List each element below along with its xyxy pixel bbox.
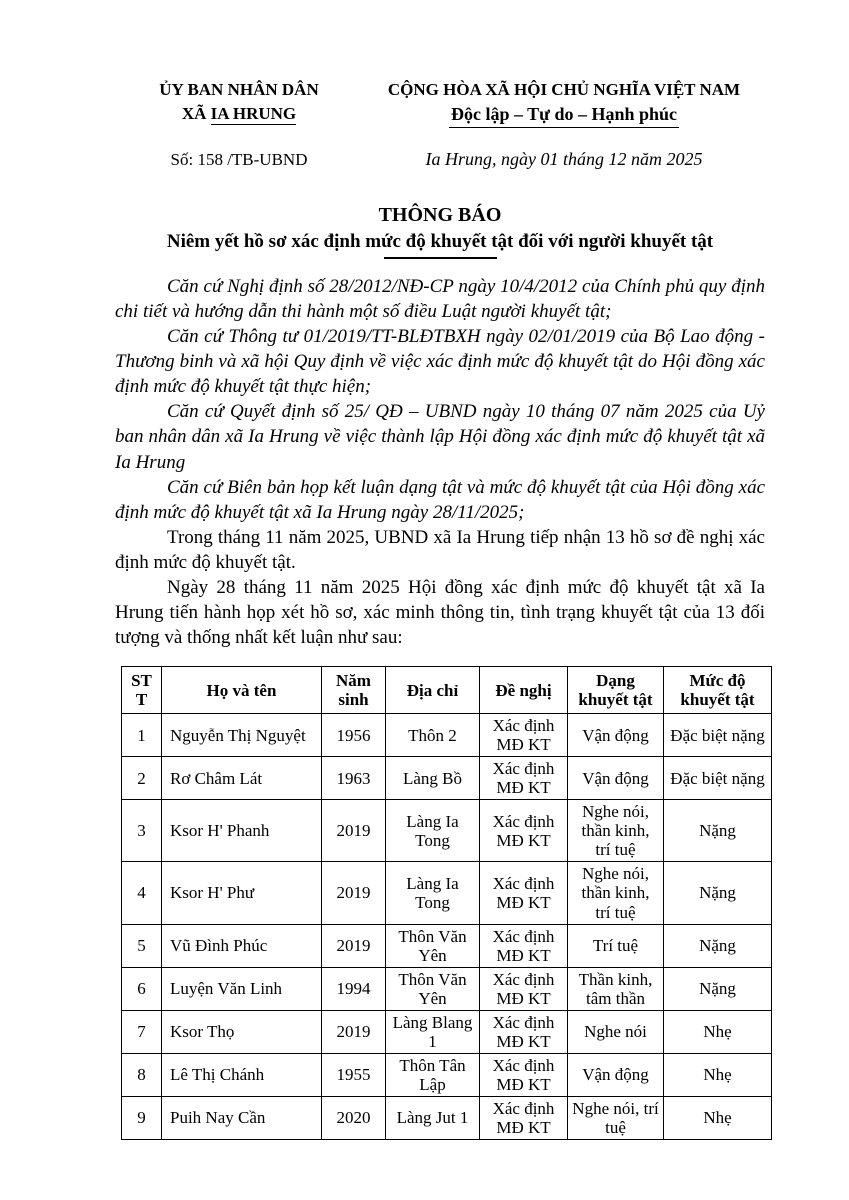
table-cell: 8 xyxy=(122,1053,162,1096)
national-motto: Độc lập – Tự do – Hạnh phúc xyxy=(449,104,679,128)
table-cell: 2019 xyxy=(322,862,386,924)
table-cell: Xác định MĐ KT xyxy=(480,757,568,800)
table-cell: 2019 xyxy=(322,1010,386,1053)
table-cell: Thôn 2 xyxy=(386,714,480,757)
table-cell: Xác định MĐ KT xyxy=(480,924,568,967)
national-motto-block xyxy=(363,80,765,170)
table-cell: Thôn Tân Lập xyxy=(386,1053,480,1096)
column-header-stt xyxy=(122,667,162,714)
table-cell: Làng Ia Tong xyxy=(386,862,480,924)
place-date-line: Ia Hrung, ngày 01 tháng 12 năm 2025 xyxy=(425,149,703,169)
column-header-stt-label: STT xyxy=(131,671,152,710)
table-cell: 1 xyxy=(122,714,162,757)
table-cell: Xác định MĐ KT xyxy=(480,714,568,757)
table-cell: 1955 xyxy=(322,1053,386,1096)
table-cell: 9 xyxy=(122,1096,162,1139)
disability-assessment-table xyxy=(121,666,772,1140)
column-header-name: Họ và tên xyxy=(162,667,322,714)
table-cell: Ksor H' Phanh xyxy=(162,800,322,862)
issuer-prefix: XÃ xyxy=(181,104,207,123)
issuer-name-line2 xyxy=(115,104,363,124)
table-cell: Nhẹ xyxy=(664,1096,772,1139)
table-cell: Nặng xyxy=(664,862,772,924)
document-header xyxy=(115,80,765,170)
table-body xyxy=(122,714,772,1140)
table-cell: Xác định MĐ KT xyxy=(480,1010,568,1053)
table-cell: Xác định MĐ KT xyxy=(480,1053,568,1096)
table-cell: 4 xyxy=(122,862,162,924)
table-row xyxy=(122,714,772,757)
column-header-disability-type: Dạng khuyết tật xyxy=(568,667,664,714)
table-cell: 2020 xyxy=(322,1096,386,1139)
table-cell: Thôn Văn Yên xyxy=(386,924,480,967)
table-cell: Nhẹ xyxy=(664,1010,772,1053)
table-cell: Ksor Thọ xyxy=(162,1010,322,1053)
table-cell: Làng Jut 1 xyxy=(386,1096,480,1139)
table-cell: 2019 xyxy=(322,924,386,967)
table-cell: Xác định MĐ KT xyxy=(480,1096,568,1139)
table-cell: Nghe nói xyxy=(568,1010,664,1053)
title-separator-line xyxy=(384,257,497,259)
table-cell: Thôn Văn Yên xyxy=(386,967,480,1010)
table-cell: Nghe nói, trí tuệ xyxy=(568,1096,664,1139)
table-cell: 5 xyxy=(122,924,162,967)
table-cell: 2 xyxy=(122,757,162,800)
table-cell: Vận động xyxy=(568,714,664,757)
table-cell: Thần kinh, tâm thần xyxy=(568,967,664,1010)
table-cell: Nặng xyxy=(664,800,772,862)
table-cell: 1994 xyxy=(322,967,386,1010)
table-cell: Trí tuệ xyxy=(568,924,664,967)
document-subtitle: Niêm yết hồ sơ xác định mức độ khuyết tật đối với người khuyết tật xyxy=(166,231,714,252)
table-cell: 1956 xyxy=(322,714,386,757)
table-row xyxy=(122,1096,772,1139)
paragraph-legal-basis-1: Căn cứ Nghị định số 28/2012/NĐ-CP ngày 10/4/2012 của Chính phủ quy định chi tiết và hướng dẫn thi hành một số điều Luật người khuyết tật; xyxy=(115,276,765,323)
table-cell: Vũ Đình Phúc xyxy=(162,924,322,967)
column-header-address: Địa chỉ xyxy=(386,667,480,714)
document-title: THÔNG BÁO xyxy=(378,204,502,226)
table-cell: Đặc biệt nặng xyxy=(664,714,772,757)
paragraph-legal-basis-3: Căn cứ Quyết định số 25/ QĐ – UBND ngày 10 tháng 07 năm 2025 của Uỷ ban nhân dân xã Ia Hrung về việc thành lập Hội đồng xác định mức độ khuyết tật xã Ia Hrung xyxy=(115,401,765,473)
paragraph-summary-1: Trong tháng 11 năm 2025, UBND xã Ia Hrung tiếp nhận 13 hồ sơ đề nghị xác định mức độ khuyết tật. xyxy=(115,526,765,573)
title-block xyxy=(115,204,765,259)
table-row xyxy=(122,967,772,1010)
table-cell: Làng Bồ xyxy=(386,757,480,800)
table-cell: Puih Nay Cần xyxy=(162,1096,322,1139)
document-body xyxy=(115,274,765,650)
table-row xyxy=(122,800,772,862)
table-cell: Rơ Châm Lát xyxy=(162,757,322,800)
table-row xyxy=(122,924,772,967)
paragraph-legal-basis-4: Căn cứ Biên bản họp kết luận dạng tật và mức độ khuyết tật của Hội đồng xác định mức độ khuyết tật xã Ia Hrung ngày 28/11/2025; xyxy=(115,476,765,523)
issuer-commune-name: IA HRUNG xyxy=(210,104,297,123)
table-cell: Nghe nói, thần kinh, trí tuệ xyxy=(568,862,664,924)
national-title: CỘNG HÒA XÃ HỘI CHỦ NGHĨA VIỆT NAM xyxy=(387,80,741,99)
table-cell: 7 xyxy=(122,1010,162,1053)
issuer-name-line1: ỦY BAN NHÂN DÂN xyxy=(159,80,319,99)
table-row xyxy=(122,1010,772,1053)
table-cell: Nặng xyxy=(664,924,772,967)
issuer-block xyxy=(115,80,363,170)
table-row xyxy=(122,862,772,924)
column-header-birth-year: Năm sinh xyxy=(322,667,386,714)
column-header-request: Đề nghị xyxy=(480,667,568,714)
table-cell: Nghe nói, thần kinh, trí tuệ xyxy=(568,800,664,862)
table-cell: Vận động xyxy=(568,1053,664,1096)
table-cell: Vận động xyxy=(568,757,664,800)
paragraph-summary-2: Ngày 28 tháng 11 năm 2025 Hội đồng xác định mức độ khuyết tật xã Ia Hrung tiến hành họp xét hồ sơ, xác minh thông tin, tình trạng khuyết tật của 13 đối tượng và thống nhất kết luận như sau: xyxy=(115,576,765,649)
table-cell: Làng Ia Tong xyxy=(386,800,480,862)
document-number: Số: 158 /TB-UBND xyxy=(170,150,308,169)
table-cell: Xác định MĐ KT xyxy=(480,862,568,924)
paragraph-legal-basis-2: Căn cứ Thông tư 01/2019/TT-BLĐTBXH ngày 02/01/2019 của Bộ Lao động - Thương binh và xã hội Quy định về việc xác định mức độ khuyết tật do Hội đồng xác định mức độ khuyết tật thực hiện; xyxy=(115,326,765,398)
table-row xyxy=(122,757,772,800)
table-cell: Nặng xyxy=(664,967,772,1010)
table-row xyxy=(122,1053,772,1096)
table-cell: Luyện Văn Linh xyxy=(162,967,322,1010)
table-cell: 2019 xyxy=(322,800,386,862)
table-cell: Ksor H' Phư xyxy=(162,862,322,924)
table-cell: 6 xyxy=(122,967,162,1010)
column-header-disability-level: Mức độ khuyết tật xyxy=(664,667,772,714)
table-cell: Xác định MĐ KT xyxy=(480,800,568,862)
table-cell: Nhẹ xyxy=(664,1053,772,1096)
table-cell: Lê Thị Chánh xyxy=(162,1053,322,1096)
table-cell: Nguyễn Thị Nguyệt xyxy=(162,714,322,757)
table-cell: Làng Blang 1 xyxy=(386,1010,480,1053)
table-cell: Đặc biệt nặng xyxy=(664,757,772,800)
table-cell: 3 xyxy=(122,800,162,862)
table-cell: Xác định MĐ KT xyxy=(480,967,568,1010)
table-cell: 1963 xyxy=(322,757,386,800)
table-header-row xyxy=(122,667,772,714)
